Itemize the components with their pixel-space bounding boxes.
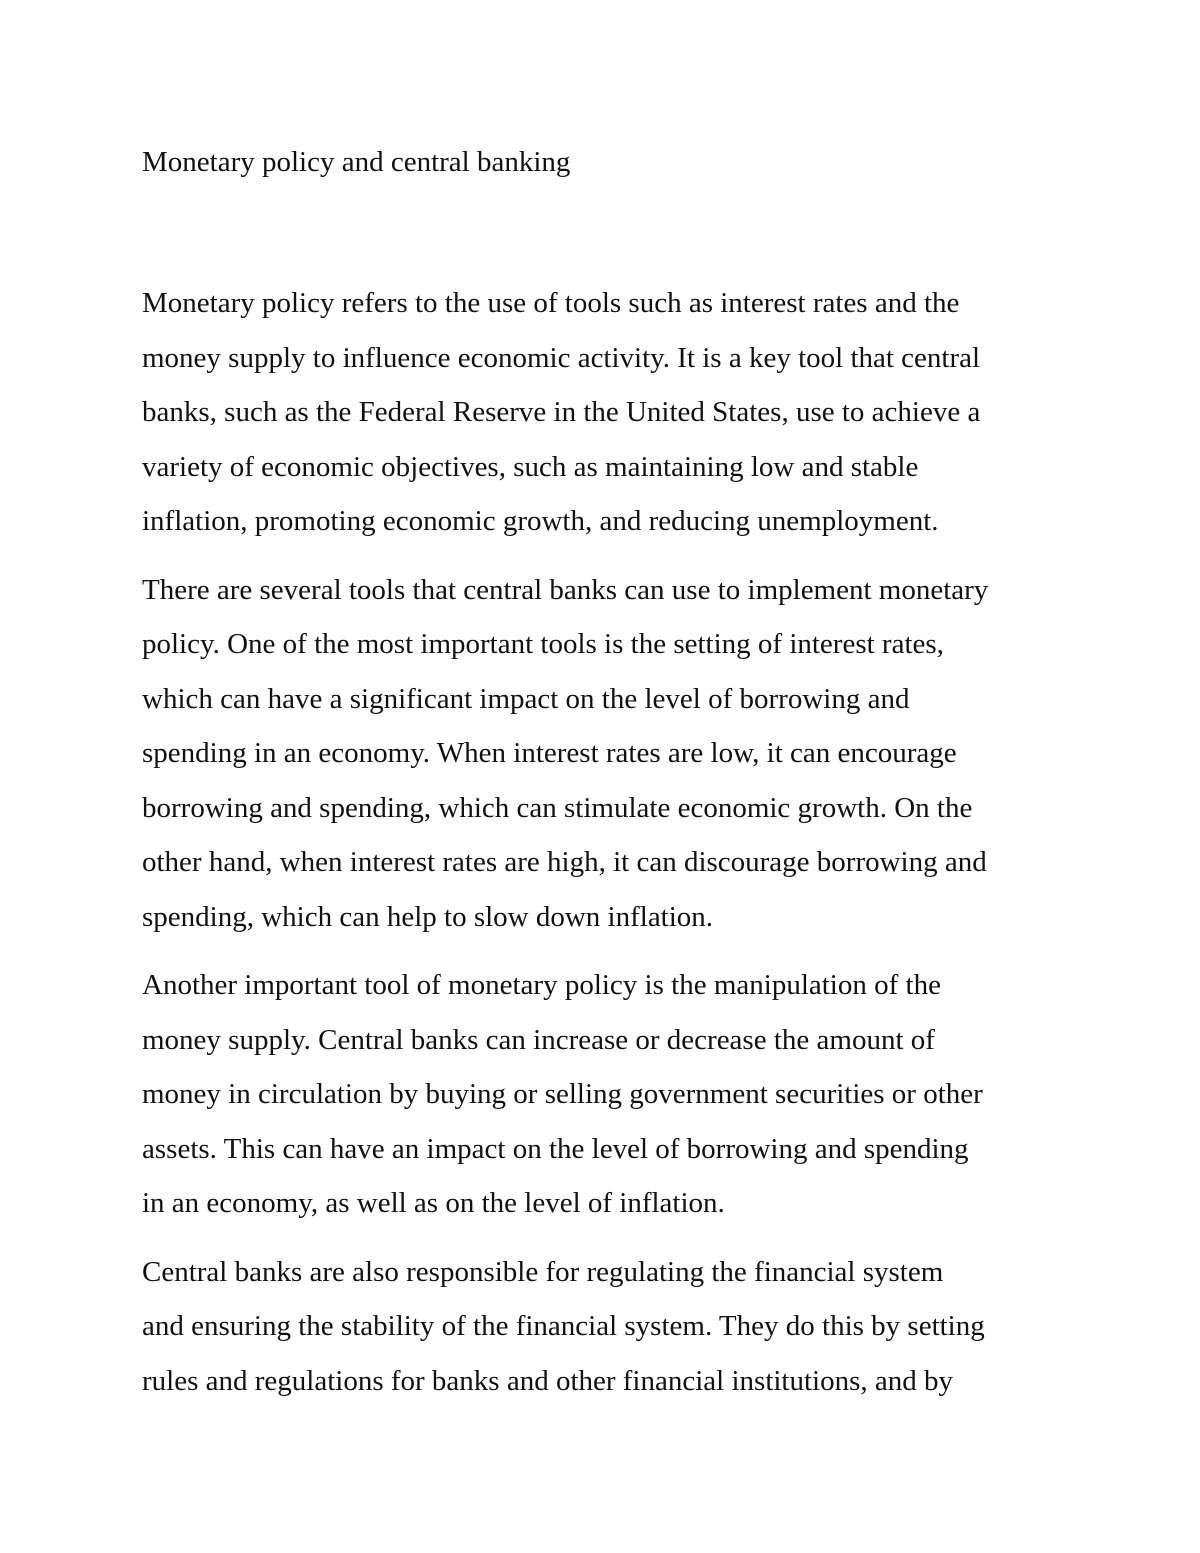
text-line: banks, such as the Federal Reserve in the United States, use to achieve a: [142, 396, 981, 428]
text-line: in an economy, as well as on the level of inflation.: [142, 1187, 725, 1219]
text-line: There are several tools that central banks can use to implement monetary: [142, 573, 989, 606]
text-line: borrowing and spending, which can stimulate economic growth. On the: [142, 791, 973, 824]
text-line: and ensuring the stability of the financial system. They do this by setting: [142, 1310, 985, 1342]
text-line: spending, which can help to slow down inflation.: [142, 900, 714, 933]
text-line: money in circulation by buying or selling government securities or other: [142, 1078, 983, 1110]
text-line: money supply to influence economic activity. It is a key tool that central: [142, 341, 981, 374]
paragraph: [142, 958, 1082, 1231]
text-line: assets. This can have an impact on the level of borrowing and spending: [142, 1132, 969, 1165]
text-line: spending in an economy. When interest rates are low, it can encourage: [142, 737, 957, 769]
text-line: money supply. Central banks can increase or decrease the amount of: [142, 1023, 935, 1056]
document-title: Monetary policy and central banking: [142, 146, 571, 178]
text-line: other hand, when interest rates are high, it can discourage borrowing and: [142, 846, 987, 878]
paragraph: [142, 1245, 1082, 1409]
paragraph: [142, 563, 1082, 945]
text-line: Monetary policy refers to the use of tools such as interest rates and the: [142, 287, 960, 319]
paragraph-spacer: [142, 1231, 1082, 1245]
document-body: [142, 276, 1082, 1408]
text-line: which can have a significant impact on the level of borrowing and: [142, 682, 910, 715]
text-line: Central banks are also responsible for regulating the financial system: [142, 1255, 944, 1288]
text-line: rules and regulations for banks and other financial institutions, and by: [142, 1364, 954, 1397]
text-line: Another important tool of monetary policy is the manipulation of the: [142, 969, 941, 1001]
paragraph-spacer: [142, 944, 1082, 958]
text-line: variety of economic objectives, such as maintaining low and stable: [142, 450, 919, 483]
paragraph-spacer: [142, 549, 1082, 563]
text-line: policy. One of the most important tools is the setting of interest rates,: [142, 628, 944, 660]
text-line: inflation, promoting economic growth, and reducing unemployment.: [142, 505, 939, 537]
paragraph: [142, 276, 1082, 549]
